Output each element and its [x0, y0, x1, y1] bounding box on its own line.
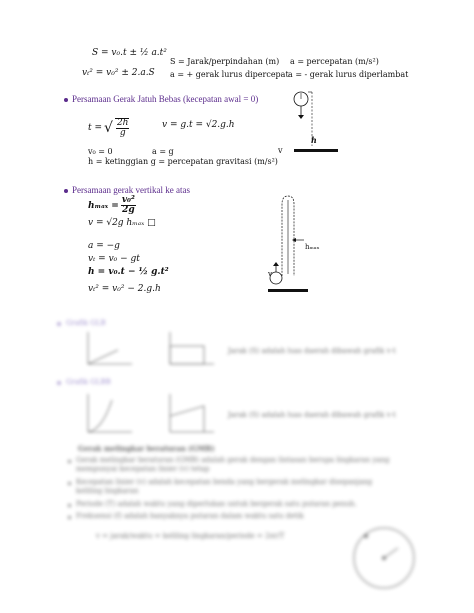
bullet-icon — [68, 482, 71, 485]
label-v0: v₀ = 0 — [88, 147, 113, 156]
bullet-icon — [57, 381, 61, 385]
bullet-icon — [64, 189, 68, 193]
eq-h: h = v₀.t − ½ g.t² — [88, 267, 169, 277]
eq-vt: vₜ = v₀ − gt — [88, 254, 140, 264]
glb-caption: Jarak (S) adalah luas daerah dibawah grafik v-t — [228, 347, 396, 355]
legend-minus: a = - gerak lurus diperlambat — [288, 70, 409, 79]
bullet-icon — [57, 322, 61, 326]
launch-arrow-head-icon — [273, 262, 279, 266]
label-v-bottom: v — [278, 146, 283, 155]
ground-bar — [294, 149, 338, 152]
eq-distance — [92, 48, 167, 58]
glbb-caption: Jarak (S) adalah luas daerah dibawah grafik v-t — [228, 411, 396, 419]
glb-graph-vt — [160, 330, 220, 372]
list-item-text: Kecepatan linier (v) adalah kecepatan benda yang bergerak melingkar disepanjang keliling lingkaran — [76, 477, 373, 496]
area-rect — [170, 346, 204, 364]
graph-line — [88, 350, 118, 364]
radius-line — [384, 548, 398, 558]
object-dot — [364, 534, 368, 538]
eq-a-neg-g: a = −g — [88, 241, 120, 251]
heading-vertikal: Persamaan gerak vertikal ke atas — [72, 185, 190, 195]
gmb-formula: v = jarak/waktu = keliling lingkaran/periode = 2πr/T — [96, 532, 285, 540]
free-fall-diagram — [280, 88, 350, 160]
eq-hmax-fraction — [121, 196, 136, 215]
legend-s: S = Jarak/perpindahan (m) — [170, 57, 280, 66]
glb-graph-st — [78, 330, 138, 372]
glbb-graph-vt — [160, 392, 220, 440]
heading-glbb: Grafik GLBB — [66, 378, 111, 386]
eq-distance-text: S = v₀.t ± ½ a.t² — [92, 48, 167, 58]
graph-curve — [88, 400, 112, 432]
eq-time-den: g — [119, 128, 126, 138]
heading-jatuh-bebas: Persamaan Gerak Jatuh Bebas (kecepatan awal = 0) — [72, 94, 259, 104]
bullet-icon — [68, 460, 71, 463]
eq-hmax-num: v₀² — [121, 195, 135, 205]
circular-motion-diagram — [346, 518, 426, 598]
eq-hmax — [88, 196, 136, 215]
heading-glb: Grafik GLB — [66, 319, 106, 327]
eq-hmax-lhs: hₘₐₓ = — [88, 200, 119, 211]
list-item-text: Gerak melingkar beraturan (GMB) adalah gerak dengan lintasan berupa lingkaran yang mempunyai kecepatan linier (v) tetap — [76, 456, 390, 474]
gmb-list — [68, 456, 398, 525]
label-h: h — [311, 135, 317, 145]
eq-free-fall-velocity: v = g.t = √2.g.h — [162, 120, 235, 130]
label-h-description: h = ketinggian g = percepatan gravitasi (m/s²) — [88, 157, 278, 166]
eq-v-hmax: v = √2g hₘₐₓ □ — [88, 218, 156, 228]
bullet-icon — [68, 504, 71, 507]
eq-time-lhs: t = — [88, 123, 103, 133]
area-trapezoid — [170, 406, 204, 432]
legend-a: a = percepatan (m/s²) — [290, 57, 379, 66]
eq-time-num: 2h — [116, 118, 129, 128]
label-a-equals-g: a = g — [152, 147, 174, 156]
eq-velocity-squared — [82, 68, 155, 78]
eq-velocity-squared-text: vₜ² = v₀² ± 2.a.S — [82, 68, 155, 78]
arrow-head-icon — [298, 115, 304, 119]
bullet-icon — [64, 98, 68, 102]
eq-time-fraction — [115, 118, 130, 138]
label-v-launch: v — [268, 270, 272, 278]
list-item-text: Frekuensi (f) adalah banyaknya putaran dalam waktu satu detik — [76, 512, 304, 521]
eq-vt-squared: vₜ² = v₀² − 2.g.h — [88, 284, 161, 294]
list-item — [68, 500, 398, 509]
list-item — [68, 478, 398, 497]
eq-hmax-den: 2g — [122, 205, 135, 215]
eq-time: t = √ $\frac{2h}{g}$ — [88, 118, 129, 138]
list-item — [68, 456, 398, 475]
center-dot — [382, 556, 386, 560]
list-item-text: Periode (T) adalah waktu yang diperlukan untuk bergerak satu putaran penuh. — [76, 499, 357, 508]
legend-plus: a = + gerak lurus dipercepat — [170, 70, 289, 79]
heading-gmb: Gerak melingkar beraturan (GMB) — [78, 444, 215, 453]
glbb-graph-st — [78, 392, 138, 440]
bullet-icon — [68, 516, 71, 519]
ground-bar — [268, 289, 308, 292]
label-hmax: hₘₐₓ — [305, 243, 320, 251]
